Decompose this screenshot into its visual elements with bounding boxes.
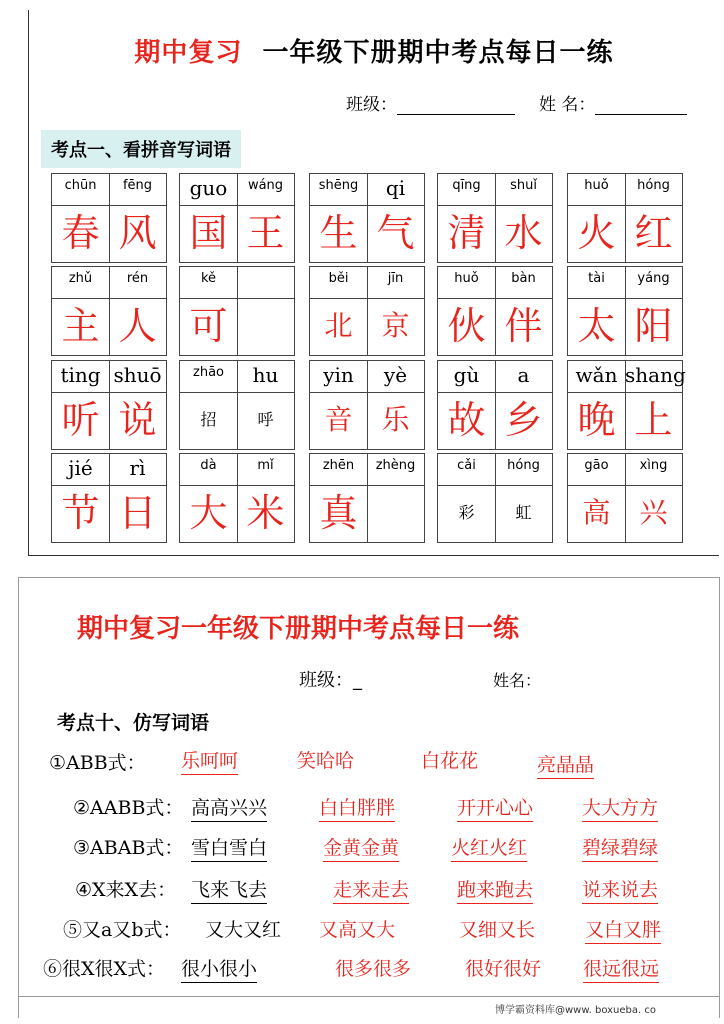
class-field (346, 90, 515, 115)
page-title (29, 32, 719, 69)
row-label: ①ABB式： (49, 752, 146, 774)
hanzi-answer: 虹 (515, 503, 532, 522)
pinyin-text: wáng (247, 178, 284, 193)
word-cell (437, 360, 553, 450)
hanzi-answer: 说 (118, 398, 157, 442)
answer: 白花花 (421, 750, 479, 772)
worksheet-page-1 (28, 10, 719, 556)
title-black-part: 一年级下册期中考点每日一练 (262, 38, 614, 68)
footer-divider (19, 996, 719, 997)
hanzi-answer: 日 (118, 491, 157, 535)
pinyin-text: yin (323, 363, 354, 387)
answer: 火红火红 (451, 833, 527, 862)
word-cell (179, 173, 295, 263)
pinyin-text: a (517, 363, 530, 387)
name-label: 姓 名： (539, 95, 596, 115)
hanzi-answer: 节 (61, 491, 100, 535)
word-cell (309, 360, 425, 450)
word-cell (309, 453, 425, 543)
pinyin-text: cǎi (457, 458, 476, 473)
grid-line (310, 485, 424, 486)
word-cell (179, 360, 295, 450)
hanzi-answer: 高 (582, 496, 611, 529)
answer: 大大方方 (582, 793, 658, 822)
row-label: ⑥很X很X式： (43, 958, 166, 980)
word-cell (179, 266, 295, 356)
hanzi-answer: 主 (61, 304, 100, 348)
hanzi-answer: 乡 (504, 398, 543, 442)
hanzi-answer: 可 (189, 304, 228, 348)
class-label-2: 班级：_ (299, 670, 362, 691)
hanzi-answer: 听 (61, 398, 100, 442)
grid-line (237, 267, 238, 355)
pinyin-text: zhǔ (68, 271, 93, 286)
grid-line (52, 298, 166, 299)
word-cell (51, 266, 167, 356)
example: 飞来飞去 (191, 875, 267, 904)
row-label: ⑤又a又b式： (63, 919, 182, 941)
pinyin-text: mǐ (257, 458, 274, 473)
pinyin-text: xìng (639, 458, 668, 473)
section-title-2: 考点十、仿写词语 (57, 712, 210, 734)
word-cell (437, 173, 553, 263)
hanzi-answer: 故 (447, 398, 486, 442)
grid-line (52, 205, 166, 206)
pinyin-text: shuǐ (510, 178, 537, 193)
answer: 金黄金黄 (323, 833, 399, 862)
hanzi-answer: 春 (61, 211, 100, 255)
word-cell (51, 360, 167, 450)
hanzi-answer: 人 (118, 304, 157, 348)
answer: 碧绿碧绿 (582, 833, 658, 862)
pinyin-text: qi (385, 176, 406, 200)
example: 很小很小 (181, 954, 257, 983)
pinyin-text: běi (328, 271, 349, 286)
pinyin-text: bàn (511, 271, 536, 286)
grid-line (438, 485, 552, 486)
pinyin-text: wǎn (575, 363, 618, 387)
pinyin-text: zhēn (322, 458, 355, 473)
pinyin-text: tài (588, 271, 605, 286)
grid-line (568, 205, 682, 206)
hanzi-answer: 北 (324, 309, 353, 342)
name-blank (595, 98, 687, 115)
word-cell (567, 360, 686, 450)
pinyin-text: hu (252, 363, 279, 387)
pinyin-text: gāo (584, 458, 609, 473)
word-cell (51, 453, 167, 543)
grid-line (180, 392, 294, 393)
example: 雪白雪白 (191, 833, 267, 862)
word-cell (309, 266, 425, 356)
hanzi-answer: 王 (246, 211, 285, 255)
grid-line (568, 392, 682, 393)
name-field (539, 90, 687, 115)
pinyin-text: huǒ (454, 271, 479, 286)
answer: 跑来跑去 (457, 875, 533, 904)
pinyin-text: dà (200, 458, 217, 473)
section-title: 考点一、看拼音写词语 (41, 130, 241, 168)
row-label: ②AABB式： (73, 797, 184, 819)
row-label: ④X来X去： (75, 879, 177, 901)
hanzi-answer: 国 (189, 211, 228, 255)
word-cell (567, 453, 683, 543)
pinyin-text: yè (383, 363, 408, 387)
grid-line (52, 485, 166, 486)
pinyin-text: rì (129, 456, 146, 480)
grid-line (568, 298, 682, 299)
hanzi-answer: 京 (381, 309, 410, 342)
pinyin-text: qīng (452, 178, 481, 193)
name-label-2: 姓名： (493, 671, 542, 690)
hanzi-answer: 生 (319, 211, 358, 255)
answer: 很远很远 (583, 954, 659, 983)
hanzi-answer: 气 (376, 211, 415, 255)
hanzi-answer: 乐 (381, 403, 410, 436)
exercise-row-abb (49, 748, 146, 775)
pinyin-text: gù (453, 363, 480, 387)
grid-line (438, 205, 552, 206)
answer: 又高又大 (319, 919, 396, 941)
answer: 亮晶晶 (537, 750, 594, 779)
example: 高高兴兴 (191, 793, 267, 822)
pinyin-text: ting (60, 363, 101, 387)
pinyin-text: shang (625, 363, 686, 387)
grid-line (310, 298, 424, 299)
row-label: ③ABAB式： (73, 837, 184, 859)
grid-line (310, 205, 424, 206)
answer: 又细又长 (459, 919, 536, 941)
hanzi-answer: 伙 (447, 304, 486, 348)
hanzi-answer: 清 (447, 211, 486, 255)
word-cell (179, 453, 295, 543)
pinyin-text: rén (126, 271, 149, 286)
grid-line (438, 392, 552, 393)
pinyin-text: kě (200, 271, 217, 286)
hanzi-answer: 米 (246, 491, 285, 535)
hanzi-answer: 大 (189, 491, 228, 535)
word-cell (567, 266, 683, 356)
pinyin-text: chūn (64, 178, 97, 193)
pinyin-text: shuō (113, 363, 162, 387)
answer: 很好很好 (465, 958, 542, 980)
pinyin-text: yáng (637, 271, 670, 286)
answer: 说来说去 (582, 875, 658, 904)
hanzi-answer: 上 (634, 398, 673, 442)
hanzi-answer: 水 (504, 211, 543, 255)
pinyin-text: fēng (122, 178, 153, 193)
hanzi-answer: 招 (200, 410, 217, 429)
pinyin-text: hóng (637, 178, 670, 193)
class-label: 班级： (346, 95, 397, 115)
pinyin-text: hóng (507, 458, 540, 473)
grid-line (568, 485, 682, 486)
example: 又大又红 (205, 919, 282, 941)
answer: 白白胖胖 (319, 793, 395, 822)
hanzi-answer: 音 (324, 403, 353, 436)
hanzi-answer: 彩 (458, 503, 475, 522)
grid-line (52, 392, 166, 393)
answer: 开开心心 (457, 793, 533, 822)
class-blank (397, 98, 515, 115)
hanzi-answer: 晚 (577, 398, 616, 442)
pinyin-text: guo (189, 176, 228, 200)
pinyin-text: shēng (318, 178, 359, 193)
hanzi-answer: 真 (319, 491, 358, 535)
grid-line (438, 298, 552, 299)
answer: 很多很多 (335, 958, 412, 980)
hanzi-answer: 呼 (257, 410, 274, 429)
hanzi-answer: 太 (577, 304, 616, 348)
page-title-2: 期中复习一年级下册期中考点每日一练 (77, 614, 520, 644)
grid-line (180, 205, 294, 206)
grid-line (310, 392, 424, 393)
footer-watermark: 博学霸资料库@www. boxueba. co (495, 1005, 656, 1016)
hanzi-answer: 红 (634, 211, 673, 255)
word-cell (51, 173, 167, 263)
word-cell (437, 266, 553, 356)
pinyin-text: zhāo (193, 365, 224, 380)
title-red-part: 期中复习 (134, 38, 243, 68)
answer: 走来走去 (333, 875, 409, 904)
hanzi-answer: 风 (118, 211, 157, 255)
grid-line (180, 298, 294, 299)
pinyin-text: jié (68, 456, 93, 480)
worksheet-page-2 (18, 577, 720, 1018)
hanzi-answer: 兴 (639, 496, 668, 529)
word-cell (437, 453, 553, 543)
grid-line (180, 485, 294, 486)
pinyin-text: huǒ (584, 178, 609, 193)
hanzi-answer: 火 (577, 211, 616, 255)
hanzi-answer: 阳 (634, 304, 673, 348)
answer: 又白又胖 (585, 915, 661, 944)
hanzi-answer: 伴 (504, 304, 543, 348)
word-cell (567, 173, 683, 263)
answer: 笑哈哈 (297, 750, 355, 772)
pinyin-text: jīn (387, 271, 404, 286)
answer: 乐呵呵 (181, 746, 238, 775)
word-cell (309, 173, 425, 263)
pinyin-text: zhèng (375, 458, 416, 473)
